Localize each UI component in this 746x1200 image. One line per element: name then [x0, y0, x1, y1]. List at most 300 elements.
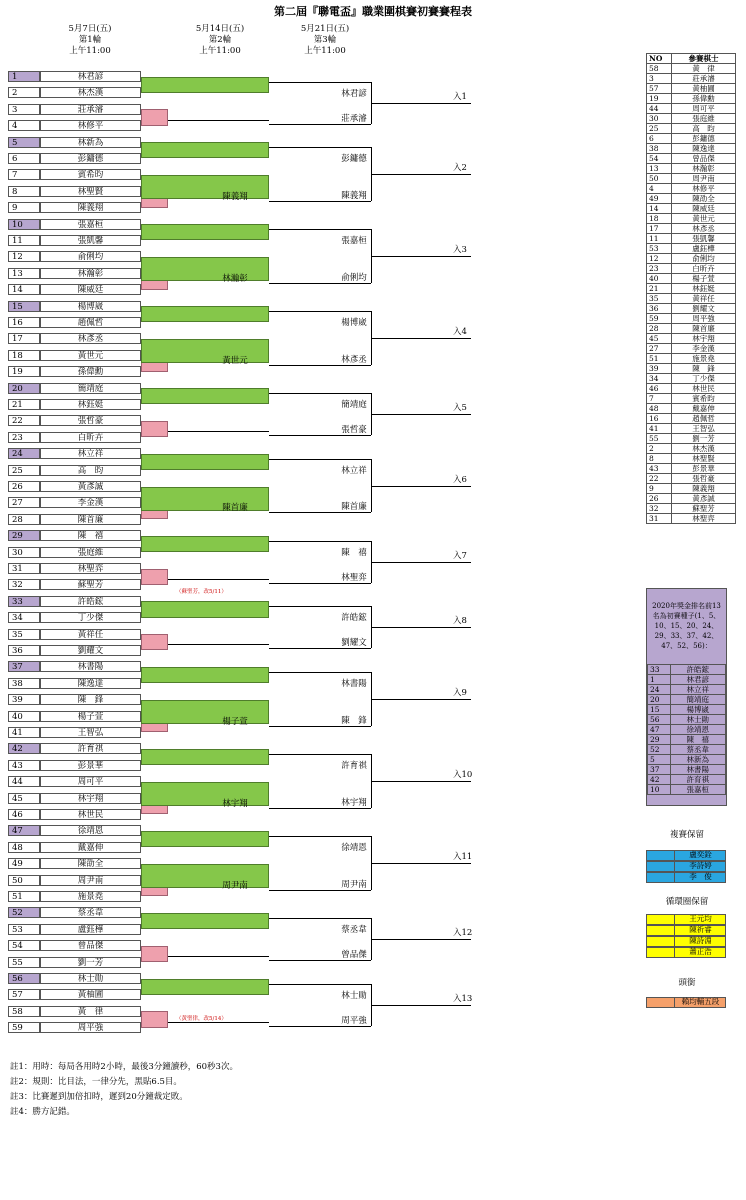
- player-number: 42: [8, 743, 40, 754]
- advance-label: 入9: [453, 687, 467, 698]
- participant-name: 劉一芳: [672, 434, 736, 444]
- participant-no: 39: [647, 364, 672, 374]
- player-name: 黃柚圃: [40, 989, 141, 1000]
- participant-no: 6: [647, 134, 672, 144]
- footnote: 註3：比賽遲到加倍扣時，遲到20分鐘裁定敗。: [10, 1092, 188, 1102]
- reserved-name: 王元均: [674, 914, 726, 925]
- footnote: 註4：勝方記錯。: [10, 1107, 75, 1117]
- header-name: 參賽棋士: [672, 54, 736, 64]
- round-3-name: 第3輪: [313, 35, 337, 45]
- player-name: 林瀚彰: [40, 268, 141, 279]
- round-2-time: 上午11:00: [199, 46, 241, 56]
- participant-no: 8: [647, 454, 672, 464]
- participant-name: 彭鏞德: [672, 134, 736, 144]
- table-row: [647, 74, 736, 84]
- player-name: 趙佩哲: [40, 317, 141, 328]
- participant-no: 32: [647, 504, 672, 514]
- player-name: 林彥丞: [40, 333, 141, 344]
- seed-name: 徐靖恩: [670, 725, 725, 735]
- table-row: [647, 264, 736, 274]
- seed-name: 許皓鋐: [670, 665, 725, 675]
- player-name: 陳劭全: [40, 858, 141, 869]
- bracket-line: [269, 984, 371, 985]
- player-number: 51: [8, 891, 40, 902]
- seed-no: 20: [648, 695, 671, 705]
- table-row: [647, 354, 736, 364]
- seed-box-heading: 2020年獎金排名前13名為初賽種子(1、5、10、15、20、24、29、33、37、42、47、52、56)：: [652, 602, 721, 650]
- player-number: 36: [8, 645, 40, 656]
- player-name: 彭鏞德: [40, 153, 141, 164]
- seed-no: 42: [648, 775, 671, 785]
- table-row: [647, 304, 736, 314]
- table-row: [648, 705, 726, 715]
- table-row: [647, 224, 736, 234]
- player-name: 林鈺娗: [40, 399, 141, 410]
- table-row: [648, 685, 726, 695]
- player-name: 林世民: [40, 809, 141, 820]
- player-number: 27: [8, 497, 40, 508]
- participant-name: 林鈺娗: [672, 284, 736, 294]
- seed-box: [646, 588, 727, 806]
- participant-name: 曾品傑: [672, 154, 736, 164]
- player-number: 21: [8, 399, 40, 410]
- advance-label: 入6: [453, 474, 467, 485]
- table-row: [647, 314, 736, 324]
- player-number: 17: [8, 333, 40, 344]
- advance-label: 入2: [453, 162, 467, 173]
- table-row: [648, 665, 726, 675]
- bracket-line: [269, 459, 371, 460]
- participant-no: 38: [647, 144, 672, 154]
- bracket-line: [269, 393, 371, 394]
- participant-no: 13: [647, 164, 672, 174]
- player-number: 9: [8, 202, 40, 213]
- table-row: [647, 84, 736, 94]
- table-row: [647, 234, 736, 244]
- participant-name: 林聖弈: [672, 514, 736, 524]
- bracket-line: [269, 726, 371, 727]
- round-3-player: 林書陽: [341, 678, 367, 689]
- player-name: 陳逸達: [40, 678, 141, 689]
- table-row: [647, 324, 736, 334]
- player-number: 32: [8, 579, 40, 590]
- participant-no: 59: [647, 314, 672, 324]
- table-row: [648, 715, 726, 725]
- bracket-line: [269, 201, 371, 202]
- seed-name: 林書陽: [670, 765, 725, 775]
- player-name: 丁少傑: [40, 612, 141, 623]
- table-row: [647, 444, 736, 454]
- round-3-player: 張嘉桓: [341, 236, 367, 247]
- round-1-name: 第1輪: [78, 35, 102, 45]
- bracket-line: [371, 863, 471, 864]
- player-number: 15: [8, 301, 40, 312]
- player-number: 58: [8, 1006, 40, 1017]
- bracket-line: [269, 147, 371, 148]
- table-row: [648, 735, 726, 745]
- participant-no: 34: [647, 374, 672, 384]
- round-3-player: 許育祺: [341, 760, 367, 771]
- player-name: 李金漢: [40, 497, 141, 508]
- seed-no: 1: [648, 675, 671, 685]
- bracket-line: [269, 512, 371, 513]
- player-number: 12: [8, 251, 40, 262]
- round-3-player: 簡靖庭: [341, 400, 367, 411]
- bracket-line: [168, 120, 269, 121]
- bracket-line: [269, 1026, 371, 1027]
- match-box: [141, 454, 269, 470]
- table-row: [647, 504, 736, 514]
- match-box: [141, 536, 269, 552]
- bracket-line: [269, 672, 371, 673]
- table-row: [647, 274, 736, 284]
- player-name: 張庭維: [40, 547, 141, 558]
- player-name: 陳威廷: [40, 284, 141, 295]
- player-name: 陳首廉: [40, 514, 141, 525]
- round-2-date: 5月14日(五): [195, 24, 245, 34]
- player-name: 黃 律: [40, 1006, 141, 1017]
- player-name: 張嘉桓: [40, 219, 141, 230]
- table-row: [647, 374, 736, 384]
- bracket-line: [269, 754, 371, 755]
- table-row: [647, 94, 736, 104]
- bracket-line: [168, 956, 269, 957]
- player-name: 林聖賢: [40, 186, 141, 197]
- player-number: 3: [8, 104, 40, 115]
- table-row: [647, 494, 736, 504]
- round-3-player: 林聖弈: [341, 572, 367, 583]
- reserve-main-label: 複賽保留: [669, 830, 704, 840]
- title-holder-label: 頭銜: [678, 978, 696, 988]
- bracket-line: [269, 541, 371, 542]
- advance-label: 入5: [453, 403, 467, 414]
- reserved-name: 李 俊: [674, 872, 726, 883]
- table-row: [647, 424, 736, 434]
- round-2-winner: 陳義翔: [222, 191, 248, 202]
- player-number: 28: [8, 514, 40, 525]
- bracket-line: [371, 627, 471, 628]
- match-box: [141, 601, 269, 617]
- player-name: 王智弘: [40, 727, 141, 738]
- participant-no: 30: [647, 114, 672, 124]
- advance-label: 入12: [453, 927, 473, 938]
- participant-name: 王智弘: [672, 424, 736, 434]
- bracket-line: [168, 579, 269, 580]
- participant-name: 黃祥任: [672, 294, 736, 304]
- player-number: 55: [8, 957, 40, 968]
- round-3-player: 劉耀文: [341, 638, 367, 649]
- player-name: 高 昀: [40, 465, 141, 476]
- player-name: 白昕卉: [40, 432, 141, 443]
- participant-name: 黃彥誠: [672, 494, 736, 504]
- player-name: 賓希昀: [40, 169, 141, 180]
- participant-no: 11: [647, 234, 672, 244]
- seed-name: 蔡丞韋: [670, 745, 725, 755]
- player-number: 11: [8, 235, 40, 246]
- round-3-header: [275, 24, 375, 57]
- participant-no: 19: [647, 94, 672, 104]
- bracket-line: [269, 435, 371, 436]
- round-2-winner: 林宇翔: [222, 798, 248, 809]
- advance-label: 入10: [453, 769, 473, 780]
- participant-name: 林宇翔: [672, 334, 736, 344]
- player-name: 許育祺: [40, 743, 141, 754]
- round-3-player: 林君諺: [341, 88, 367, 99]
- match-box: [141, 388, 269, 404]
- advance-label: 入1: [453, 91, 467, 102]
- round-3-player: 林彥丞: [341, 354, 367, 365]
- participant-no: 4: [647, 184, 672, 194]
- round-3-player: 陳首廉: [341, 502, 367, 513]
- participant-name: 李金漢: [672, 344, 736, 354]
- seed-name: 許育祺: [670, 775, 725, 785]
- table-row: [647, 344, 736, 354]
- participant-name: 張凱馨: [672, 234, 736, 244]
- participant-name: 陳 鋒: [672, 364, 736, 374]
- participant-no: 2: [647, 444, 672, 454]
- bracket-line: [371, 174, 471, 175]
- table-row: [647, 484, 736, 494]
- table-row: [648, 765, 726, 775]
- table-row: [647, 164, 736, 174]
- seed-no: 5: [648, 755, 671, 765]
- table-row: [647, 454, 736, 464]
- round-2-winner: 林瀚彰: [222, 273, 248, 284]
- participant-no: 55: [647, 434, 672, 444]
- participant-no: 22: [647, 474, 672, 484]
- player-name: 周尹南: [40, 875, 141, 886]
- participant-name: 周可平: [672, 104, 736, 114]
- seed-name: 林新為: [670, 755, 725, 765]
- bracket-line: [269, 311, 371, 312]
- round-2-winner: 黃世元: [222, 355, 248, 366]
- seed-no: 33: [648, 665, 671, 675]
- player-name: 施景堯: [40, 891, 141, 902]
- player-name: 俞俐均: [40, 251, 141, 262]
- player-number: 25: [8, 465, 40, 476]
- participant-name: 林世民: [672, 384, 736, 394]
- player-name: 林士勛: [40, 973, 141, 984]
- player-number: 22: [8, 415, 40, 426]
- player-number: 46: [8, 809, 40, 820]
- seed-name: 張嘉桓: [670, 785, 725, 795]
- participant-no: 18: [647, 214, 672, 224]
- bracket-line: [371, 103, 471, 104]
- table-row: [647, 104, 736, 114]
- player-number: 30: [8, 547, 40, 558]
- seed-no: 29: [648, 735, 671, 745]
- player-name: 林宇翔: [40, 793, 141, 804]
- participant-name: 蘇聖芳: [672, 504, 736, 514]
- bracket-line: [269, 918, 371, 919]
- bracket-line: [269, 124, 371, 125]
- participants-header: [647, 54, 736, 64]
- table-row: [647, 114, 736, 124]
- seed-no: 24: [648, 685, 671, 695]
- participant-name: 楊子萱: [672, 274, 736, 284]
- player-number: 13: [8, 268, 40, 279]
- player-number: 6: [8, 153, 40, 164]
- bracket-line: [269, 890, 371, 891]
- round-2-header: [170, 24, 270, 57]
- player-number: 54: [8, 940, 40, 951]
- bracket-line: [371, 939, 471, 940]
- table-row: [648, 745, 726, 755]
- player-number: 40: [8, 711, 40, 722]
- participant-no: 43: [647, 464, 672, 474]
- table-row: [647, 414, 736, 424]
- player-number: 50: [8, 875, 40, 886]
- player-name: 蘇聖芳: [40, 579, 141, 590]
- participant-no: 9: [647, 484, 672, 494]
- player-number: 39: [8, 694, 40, 705]
- table-row: [647, 204, 736, 214]
- player-number: 31: [8, 563, 40, 574]
- seed-no: 47: [648, 725, 671, 735]
- bye-match-box: [141, 109, 168, 125]
- round-3-player: 俞俐均: [341, 272, 367, 283]
- player-number: 18: [8, 350, 40, 361]
- table-row: [647, 244, 736, 254]
- participant-no: 26: [647, 494, 672, 504]
- table-row: [647, 464, 736, 474]
- participant-name: 俞俐均: [672, 254, 736, 264]
- match-box: [141, 749, 269, 765]
- match-box: [141, 913, 269, 929]
- participant-name: 陳義翔: [672, 484, 736, 494]
- participant-no: 36: [647, 304, 672, 314]
- bye-match-box: [141, 569, 168, 585]
- player-name: 楊博崴: [40, 301, 141, 312]
- participant-no: 31: [647, 514, 672, 524]
- participant-no: 46: [647, 384, 672, 394]
- round-3-player: 陳 禧: [341, 547, 367, 558]
- participant-name: 施景堯: [672, 354, 736, 364]
- seed-no: 56: [648, 715, 671, 725]
- bracket-line: [269, 606, 371, 607]
- bracket-line: [371, 338, 471, 339]
- player-number: 33: [8, 596, 40, 607]
- player-number: 16: [8, 317, 40, 328]
- table-row: [647, 254, 736, 264]
- bracket-line: [371, 414, 471, 415]
- match-box: [141, 831, 269, 847]
- seed-no: 52: [648, 745, 671, 755]
- table-row: [647, 174, 736, 184]
- player-name: 楊子萱: [40, 711, 141, 722]
- seed-no: 15: [648, 705, 671, 715]
- player-name: 黃彥誠: [40, 481, 141, 492]
- player-number: 14: [8, 284, 40, 295]
- reserved-name: 李詩婷: [674, 861, 726, 872]
- player-name: 陳 鋒: [40, 694, 141, 705]
- table-row: [647, 124, 736, 134]
- player-name: 周平強: [40, 1022, 141, 1033]
- player-number: 24: [8, 448, 40, 459]
- participant-name: 林瀚彰: [672, 164, 736, 174]
- player-number: 59: [8, 1022, 40, 1033]
- player-number: 4: [8, 120, 40, 131]
- player-number: 47: [8, 825, 40, 836]
- table-row: [648, 785, 726, 795]
- player-name: 黃祥任: [40, 629, 141, 640]
- seed-name: 簡靖庭: [670, 695, 725, 705]
- round-3-player: 蔡丞韋: [341, 924, 367, 935]
- player-number: 52: [8, 907, 40, 918]
- table-row: [648, 675, 726, 685]
- participant-no: 40: [647, 274, 672, 284]
- player-name: 許皓鋐: [40, 596, 141, 607]
- player-name: 林新為: [40, 137, 141, 148]
- bracket-line: [371, 256, 471, 257]
- player-name: 林修平: [40, 120, 141, 131]
- participants-table: [646, 53, 736, 524]
- participant-no: 25: [647, 124, 672, 134]
- round-3-player: 曾品傑: [341, 949, 367, 960]
- table-row: [647, 154, 736, 164]
- player-name: 劉一芳: [40, 957, 141, 968]
- round-3-player: 彭鏞德: [341, 154, 367, 165]
- participant-no: 23: [647, 264, 672, 274]
- player-number: 1: [8, 71, 40, 82]
- participant-name: 林修平: [672, 184, 736, 194]
- player-number: 19: [8, 366, 40, 377]
- player-number: 7: [8, 169, 40, 180]
- round-2-winner: 周尹南: [222, 880, 248, 891]
- player-number: 56: [8, 973, 40, 984]
- bracket-line: [269, 365, 371, 366]
- seed-name: 林君諺: [670, 675, 725, 685]
- participant-no: 12: [647, 254, 672, 264]
- advance-label: 入11: [453, 851, 473, 862]
- participant-name: 陳逸達: [672, 144, 736, 154]
- participant-name: 賓希昀: [672, 394, 736, 404]
- participant-name: 陳威廷: [672, 204, 736, 214]
- participant-no: 35: [647, 294, 672, 304]
- participant-name: 戴嘉伸: [672, 404, 736, 414]
- participant-name: 林杰漢: [672, 444, 736, 454]
- bracket-line: [269, 82, 371, 83]
- bracket-line: [269, 583, 371, 584]
- player-number: 2: [8, 87, 40, 98]
- round-2-winner: 楊子萱: [222, 716, 248, 727]
- participant-name: 孫偉勳: [672, 94, 736, 104]
- participant-name: 黃 律: [672, 64, 736, 74]
- table-row: [647, 384, 736, 394]
- seed-name: 楊博崴: [670, 705, 725, 715]
- table-row: [648, 755, 726, 765]
- participant-no: 51: [647, 354, 672, 364]
- round-3-player: 林士勛: [341, 990, 367, 1001]
- player-number: 48: [8, 842, 40, 853]
- player-name: 陳義翔: [40, 202, 141, 213]
- player-name: 林杰漢: [40, 87, 141, 98]
- player-name: 盧鈺樺: [40, 924, 141, 935]
- round-3-player: 楊博崴: [341, 318, 367, 329]
- player-name: 張哲豪: [40, 415, 141, 426]
- participant-no: 7: [647, 394, 672, 404]
- bracket-line: [371, 562, 471, 563]
- participant-no: 28: [647, 324, 672, 334]
- player-number: 10: [8, 219, 40, 230]
- player-name: 彭景華: [40, 760, 141, 771]
- participant-no: 14: [647, 204, 672, 214]
- footnote: 註1：用時：每局各用時2小時，最後3分鐘讀秒，60秒3次。: [10, 1062, 238, 1072]
- advance-label: 入4: [453, 326, 467, 337]
- round-3-time: 上午11:00: [304, 46, 346, 56]
- table-row: [647, 184, 736, 194]
- match-box: [141, 306, 269, 322]
